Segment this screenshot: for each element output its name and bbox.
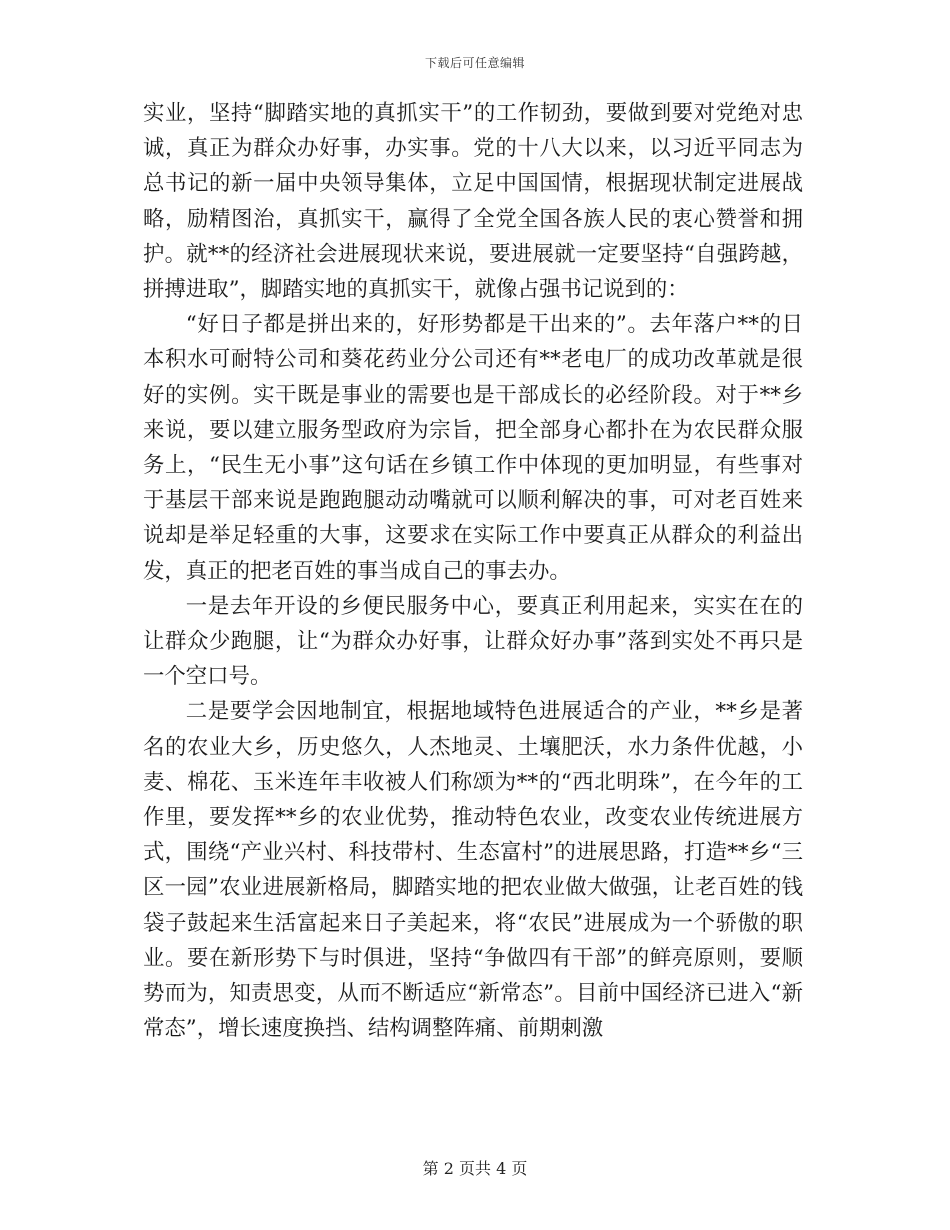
document-body xyxy=(143,96,803,1046)
page-number: 第 2 页共 4 页 xyxy=(422,1159,528,1178)
paragraph-2: “好日子都是拼出来的，好形势都是干出来的”。去年落户**的日本积水可耐特公司和葵花药业分公司还有**老电厂的成功改革就是很好的实例。实干既是事业的需要也是干部成长的必经阶段。对于**乡来说，要以建立服务型政府为宗旨，把全部身心都扑在为农民群众服务上，“民生无小事”这句话在乡镇工作中体现的更加明显，有些事对于基层干部来说是跑跑腿动动嘴就可以顺利解决的事，可对老百姓来说却是举足轻重的大事，这要求在实际工作中要真正从群众的利益出发，真正的把老百姓的事当成自己的事去办。 xyxy=(143,312,803,584)
paragraph-4: 二是要学会因地制宜，根据地域特色进展适合的产业，**乡是著名的农业大乡，历史悠久，人杰地灵、土壤肥沃，水力条件优越，小麦、棉花、玉米连年丰收被人们称颂为**的“西北明珠”，在今年的工作里，要发挥**乡的农业优势，推动特色农业，改变农业传统进展方式，围绕“产业兴村、科技带村、生态富村”的进展思路，打造**乡“三区一园”农业进展新格局，脚踏实地的把农业做大做强，让老百姓的钱袋子鼓起来生活富起来日子美起来，将“农民”进展成为一个骄傲的职业。要在新形势下与时俱进，坚持“争做四有干部”的鲜亮原则，要顺势而为，知责思变，从而不断适应“新常态”。目前中国经济已进入“新常态”，增长速度换挡、结构调整阵痛、前期刺激 xyxy=(143,699,803,1042)
paragraph-3: 一是去年开设的乡便民服务中心，要真正利用起来，实实在在的让群众少跑腿，让“为群众办好事，让群众好办事”落到实处不再只是一个空口号。 xyxy=(143,593,803,690)
header-note: 下载后可任意编辑 xyxy=(424,56,525,70)
paragraph-1: 实业，坚持“脚踏实地的真抓实干”的工作韧劲，要做到要对党绝对忠诚，真正为群众办好事，办实事。党的十八大以来，以习近平同志为总书记的新一届中央领导集体，立足中国国情，根据现状制定进展战略，励精图治，真抓实干，赢得了全党全国各族人民的衷心赞誉和拥护。就**的经济社会进展现状来说，要进展就一定要坚持“自强跨越，拼搏进取”，脚踏实地的真抓实干，就像占强书记说到的： xyxy=(143,101,803,303)
